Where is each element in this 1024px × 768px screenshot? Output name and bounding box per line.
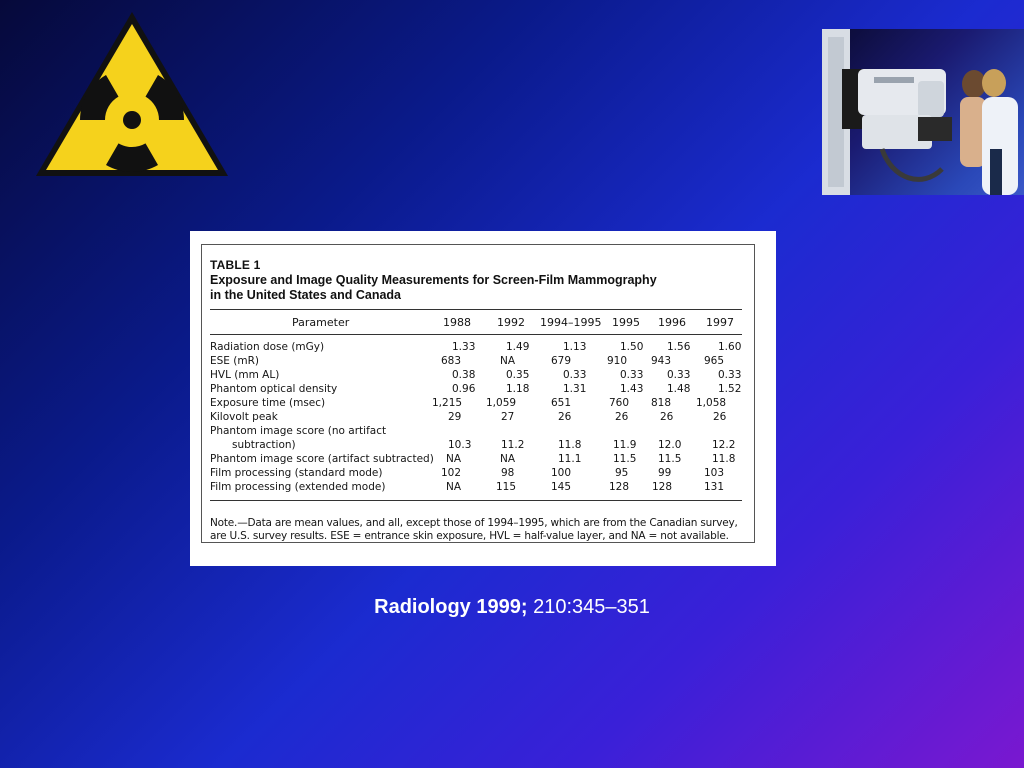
table-cell: NA	[500, 453, 516, 465]
table-cell: 26	[615, 411, 629, 423]
mammography-machine-photo	[822, 29, 1024, 195]
table-cell: 0.38	[452, 369, 476, 381]
table-cell: 1.13	[563, 341, 587, 353]
row-param: Exposure time (msec)	[210, 397, 326, 409]
table-cell: 1.48	[667, 383, 691, 395]
table-note-line-2: are U.S. survey results. ESE = entrance skin exposure, HVL = half-value layer, and NA = not available.	[210, 530, 729, 542]
col-header-1988: 1988	[443, 316, 471, 329]
table-cell: 12.0	[658, 439, 682, 451]
table-cell: 11.8	[712, 453, 736, 465]
table-cell: 910	[607, 355, 628, 367]
row-param: HVL (mm AL)	[210, 369, 280, 381]
table-cell: 1.60	[718, 341, 742, 353]
table-title	[210, 273, 730, 303]
table-cell: 943	[651, 355, 672, 367]
table-cell: 131	[704, 481, 725, 493]
table-cell: 679	[551, 355, 572, 367]
table-cell: 1.52	[718, 383, 742, 395]
table-cell: 0.33	[667, 369, 691, 381]
row-param: Phantom image score (no artifact	[210, 425, 387, 437]
table-cell: 10.3	[448, 439, 472, 451]
table-cell: 1.43	[620, 383, 644, 395]
citation-pages: 210:345–351	[527, 596, 650, 618]
table-cell: 128	[609, 481, 630, 493]
table-cell: 965	[704, 355, 725, 367]
table-cell: 651	[551, 397, 572, 409]
table-cell: 11.1	[558, 453, 582, 465]
col-header-1996: 1996	[658, 316, 686, 329]
row-param: Phantom image score (artifact subtracted)	[210, 453, 434, 465]
row-param: Radiation dose (mGy)	[210, 341, 325, 353]
col-header-1994-1995: 1994–1995	[540, 316, 602, 329]
table-frame	[201, 244, 755, 543]
citation-journal: Radiology 1999;	[374, 596, 528, 618]
table-cell: 1,215	[432, 397, 463, 409]
table-cell: 27	[501, 411, 515, 423]
table-cell: 26	[713, 411, 727, 423]
col-header-1997: 1997	[706, 316, 734, 329]
table-title-line-1: Exposure and Image Quality Measurements for Screen-Film Mammography	[210, 273, 657, 287]
top-rule	[210, 309, 742, 310]
col-header-parameter: Parameter	[292, 316, 350, 329]
table-cell: 1.31	[563, 383, 587, 395]
table-cell: 683	[441, 355, 462, 367]
table-cell: 818	[651, 397, 672, 409]
radiation-hazard-icon	[32, 8, 232, 180]
table-cell: 11.8	[558, 439, 582, 451]
header-rule	[210, 334, 742, 335]
table-cell: 29	[448, 411, 462, 423]
table-cell: 11.5	[658, 453, 682, 465]
table-cell: 103	[704, 467, 725, 479]
citation	[0, 596, 1024, 619]
table-cell: 102	[441, 467, 462, 479]
table-note-line-1: Note.—Data are mean values, and all, except those of 1994–1995, which are from the Canadian survey,	[210, 517, 738, 529]
table-cell: 115	[496, 481, 517, 493]
row-param-continued: subtraction)	[232, 439, 296, 451]
table-cell: 1.49	[506, 341, 530, 353]
row-param: Kilovolt peak	[210, 411, 278, 423]
table-cell: 0.96	[452, 383, 476, 395]
table-cell: 760	[609, 397, 630, 409]
table-cell: 100	[551, 467, 572, 479]
table-cell: 26	[558, 411, 572, 423]
table-cell: 11.2	[501, 439, 525, 451]
table-note	[210, 517, 750, 543]
table-title-line-2: in the United States and Canada	[210, 288, 402, 302]
row-param: ESE (mR)	[210, 355, 259, 367]
table-cell: 12.2	[712, 439, 736, 451]
table-cell: NA	[446, 453, 462, 465]
col-header-1995: 1995	[612, 316, 640, 329]
table-cell: NA	[500, 355, 516, 367]
table-cell: 26	[660, 411, 674, 423]
row-param: Film processing (extended mode)	[210, 481, 386, 493]
table-cell: 1.18	[506, 383, 530, 395]
bottom-rule	[210, 500, 742, 501]
table-image	[190, 231, 776, 566]
table-cell: 11.5	[613, 453, 637, 465]
table-cell: 0.33	[718, 369, 742, 381]
table-cell: 98	[501, 467, 515, 479]
table-cell: NA	[446, 481, 462, 493]
col-header-1992: 1992	[497, 316, 525, 329]
table-cell: 0.35	[506, 369, 530, 381]
table-cell: 1,059	[486, 397, 517, 409]
table-cell: 1.50	[620, 341, 644, 353]
table-cell: 128	[652, 481, 673, 493]
table-cell: 1,058	[696, 397, 727, 409]
table-cell: 145	[551, 481, 572, 493]
table-cell: 0.33	[620, 369, 644, 381]
table-cell: 1.33	[452, 341, 476, 353]
table-cell: 99	[658, 467, 672, 479]
table-cell: 1.56	[667, 341, 691, 353]
table-cell: 95	[615, 467, 629, 479]
table-cell: 11.9	[613, 439, 637, 451]
table-cell: 0.33	[563, 369, 587, 381]
row-param: Phantom optical density	[210, 383, 338, 395]
table-label: TABLE 1	[210, 258, 261, 272]
row-param: Film processing (standard mode)	[210, 467, 383, 479]
